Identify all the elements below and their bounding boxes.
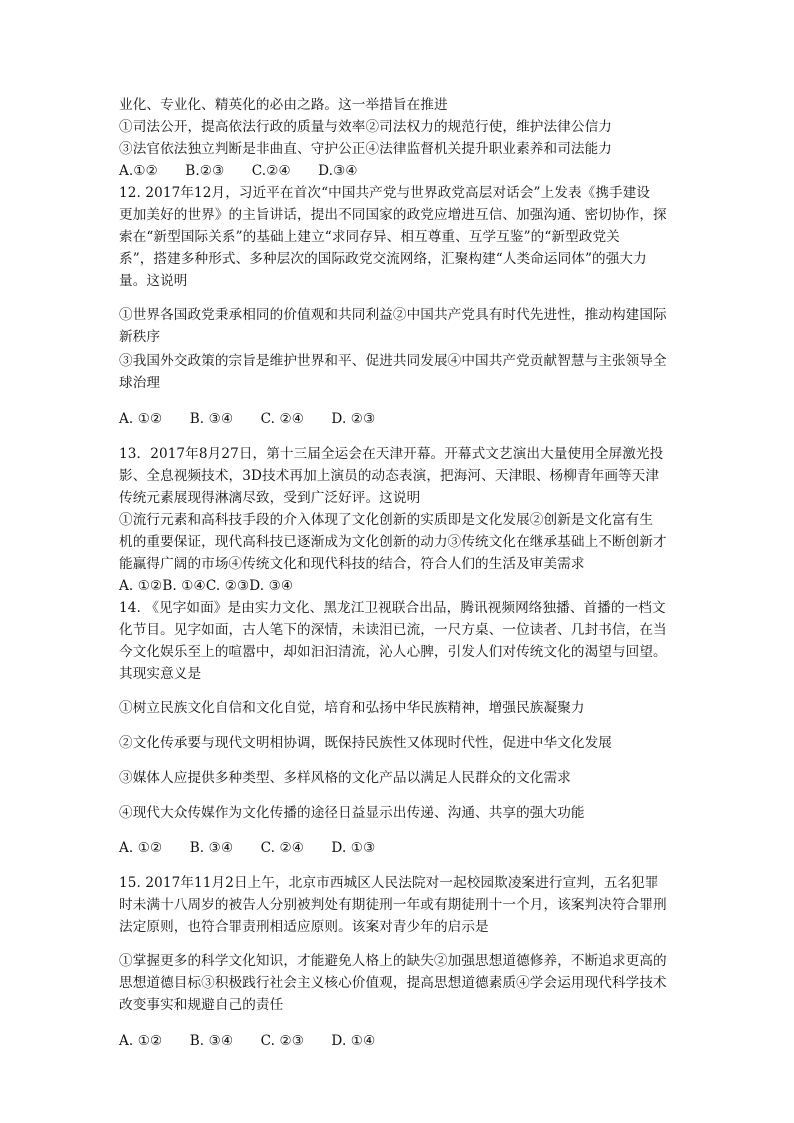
text-line: 机的重要保证，现代高科技已逐渐成为文化创新的动力③传统文化在继承基础上不断创新才 — [119, 534, 667, 550]
text-line: 今文化娱乐至上的喧嚣中，却如汩汩清流，沁人心脾，引发人们对传统文化的渴望与回望。 — [119, 644, 667, 660]
answer-options: A. ①② B. ③④ C. ②③ D. ①④ — [119, 1033, 376, 1049]
text-line: 法定原则，也符合罪责刑相适应原则。该案对青少年的启示是 — [119, 919, 489, 935]
text-line: 时未满十八周岁的被告人分别被判处有期徒刑一年或有期徒刑十一个月，该案判决符合罪刑 — [119, 897, 667, 913]
question-14-stem: 14. 《见字如面》是由实力文化、黑龙江卫视联合出品，腾讯视频网络独播、首播的一档文 — [119, 600, 666, 616]
text-line: 能赢得广阔的市场④传统文化和现代科技的结合，符合人们的生活及审美需求 — [119, 556, 585, 572]
text-line: ②文化传承要与现代文明相协调，既保持民族性又体现时代性，促进中华文化发展 — [119, 735, 612, 751]
text-line: 新秩序 — [119, 329, 161, 345]
text-line: 化节目。见字如面，古人笔下的深情，未读泪已流，一尺方桌、一位读者、几封书信，在当 — [119, 622, 667, 638]
text-line: ③我国外交政策的宗旨是维护世界和平、促进共同发展④中国共产党贡献智慧与主张领导全 — [119, 353, 667, 369]
question-13-stem: 13．2017年8月27日，第十三届全运会在天津开幕。开幕式文艺演出大量使用全屏激光投 — [119, 446, 664, 462]
text-line: 影、全息视频技术，3D技术再加上演员的动态表演，把海河、天津眼、杨柳青年画等天津 — [119, 468, 660, 484]
text-line: ①司法公开，提高依法行政的质量与效率②司法权力的规范行使，维护法律公信力 — [119, 119, 612, 135]
text-line: ③法官依法独立判断是非曲直、守护公正④法律监督机关提升职业素养和司法能力 — [119, 141, 612, 157]
text-line: ①世界各国政党秉承相同的价值观和共同利益②中国共产党具有时代先进性，推动构建国际 — [119, 307, 667, 323]
text-line: ①掌握更多的科学文化知识，才能避免人格上的缺失②加强思想道德修养，不断追求更高的 — [119, 953, 667, 969]
question-15-stem: 15. 2017年11月2日上午，北京市西城区人民法院对一起校园欺凌案进行宣判，五名犯罪 — [119, 875, 659, 891]
text-line: ③媒体人应提供多种类型、多样风格的文化产品以满足人民群众的文化需求 — [119, 770, 571, 786]
text-line: 传统元素展现得淋漓尽致，受到广泛好评。这说明 — [119, 490, 421, 506]
text-line: ①树立民族文化自信和文化自觉，培育和弘扬中华民族精神，增强民族凝聚力 — [119, 700, 585, 716]
answer-options: A. ①②B. ①④C. ②③D. ③④ — [119, 578, 294, 594]
text-line: 其现实意义是 — [119, 666, 202, 682]
answer-options: A.①② B.②③ C.②④ D.③④ — [119, 163, 358, 179]
text-line: 球治理 — [119, 375, 161, 391]
text-line: ①流行元素和高科技手段的介入体现了文化创新的实质即是文化发展②创新是文化富有生 — [119, 512, 654, 528]
text-line: ④现代大众传媒作为文化传播的途径日益显示出传递、沟通、共享的强大功能 — [119, 805, 585, 821]
text-line: 改变事实和规避自己的责任 — [119, 997, 284, 1013]
text-line: 思想道德目标③积极践行社会主义核心价值观，提高思想道德素质④学会运用现代科学技术 — [119, 975, 667, 991]
text-line: 更加美好的世界》的主旨讲话，提出不同国家的政党应增进互信、加强沟通、密切协作，探 — [119, 207, 667, 223]
answer-options: A. ①② B. ③④ C. ②④ D. ②③ — [119, 411, 376, 427]
answer-options: A. ①② B. ③④ C. ②④ D. ①③ — [119, 840, 376, 856]
text-line: 量。这说明 — [119, 273, 188, 289]
text-line: 索在“新型国际关系”的基础上建立“求同存异、相互尊重、互学互鉴”的“新型政党关 — [119, 229, 620, 245]
text-line: 系”，搭建多种形式、多种层次的国际政党交流网络，汇聚构建“人类命运同体”的强大力 — [119, 251, 647, 267]
text-line: 业化、专业化、精英化的必由之路。这一举措旨在推进 — [119, 97, 448, 113]
question-12-stem: 12. 2017年12月，习近平在首次“中国共产党与世界政党高层对话会”上发表《携手建设 — [119, 185, 651, 201]
